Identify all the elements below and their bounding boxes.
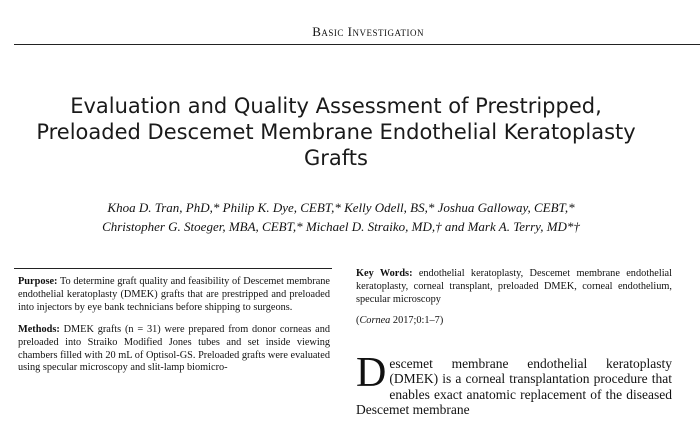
purpose-label: Purpose: [18, 276, 58, 287]
header-rule [14, 44, 700, 45]
abstract-column [18, 276, 330, 384]
citation-open-paren: ( [356, 314, 360, 326]
right-column [356, 268, 672, 426]
drop-cap: D [356, 349, 387, 396]
section-label: Basic Investigation [312, 24, 424, 39]
intro-text: escemet membrane endothelial keratoplasty (DMEK) is a corneal transplantation procedure that enables exact anatomic replacement of the diseased Descemet membrane [356, 355, 672, 418]
author-list [50, 198, 632, 236]
abstract-purpose [18, 276, 330, 315]
abstract-rule [14, 268, 332, 269]
article-title: Evaluation and Quality Assessment of Prestripped, Preloaded Descemet Membrane Endothelial Keratoplasty Grafts [36, 94, 636, 170]
citation-details: 2017;0:1–7) [390, 314, 444, 326]
keywords-text: endothelial keratoplasty, Descemet membrane endothelial keratoplasty, corneal transplant, preloaded DMEK, corneal endothelium, specular microscopy [356, 268, 672, 305]
keywords [356, 268, 672, 307]
methods-label: Methods: [18, 323, 60, 335]
author-line-2: Christopher G. Stoeger, MBA, CEBT,* Michael D. Straiko, MD,† and Mark A. Terry, MD*† [102, 219, 580, 234]
author-line-1: Khoa D. Tran, PhD,* Philip K. Dye, CEBT,* Kelly Odell, BS,* Joshua Galloway, CEBT,* [107, 200, 575, 215]
keywords-label: Key Words: [356, 268, 413, 279]
intro-paragraph [356, 349, 672, 418]
abstract-methods [18, 324, 330, 376]
citation-journal: Cornea [359, 314, 391, 326]
purpose-text: To determine graft quality and feasibility of Descemet membrane endothelial keratoplasty (DMEK) grafts that are prestripped and preloaded into injectors by eye bank technicians before shipping to surgeons. [18, 276, 330, 313]
citation [356, 315, 672, 328]
methods-text: DMEK grafts (n = 31) were prepared from donor corneas and preloaded into Straiko Modified Jones tubes and set inside viewing chambers filled with 20 mL of Optisol-GS. Preloaded grafts were evaluated using specular microscopy and slit-lamp biomicro- [18, 323, 330, 374]
